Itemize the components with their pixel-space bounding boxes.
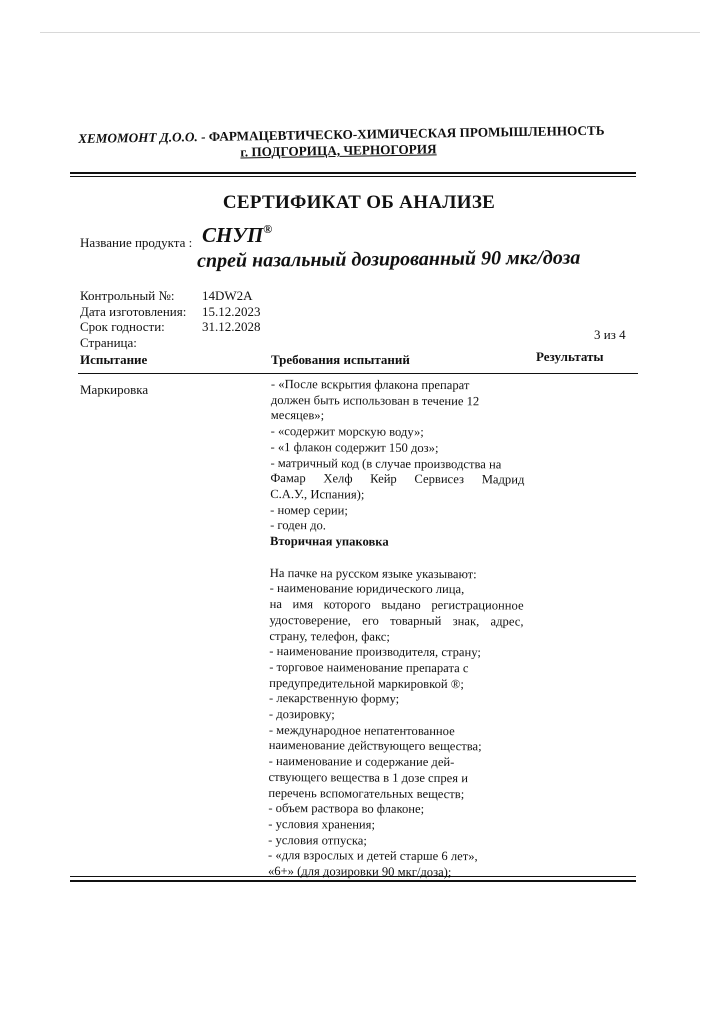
company-name: ХЕМОМОНТ Д.О.О. — [78, 129, 198, 146]
table-header-rule — [78, 373, 638, 374]
requirement-line: - матричный код (в случае производства на — [270, 455, 502, 471]
requirement-line: - торговое наименование препарата с — [269, 659, 469, 676]
requirement-line: - условия отпуска; — [268, 832, 367, 848]
product-description: спрей назальный дозированный 90 мкг/доза — [197, 246, 581, 272]
document-title: СЕРТИФИКАТ ОБ АНАЛИЗЕ — [222, 192, 496, 213]
footer-double-rule — [70, 876, 636, 882]
trademark-symbol: ® — [263, 222, 273, 236]
meta-row-control-number — [80, 288, 261, 304]
meta-label: Контрольный №: — [80, 288, 175, 303]
company-location: г. ПОДГОРИЦА, ЧЕРНОГОРИЯ — [240, 141, 437, 160]
company-separator: - — [197, 128, 209, 145]
requirement-line: месяцев»; — [270, 408, 325, 423]
column-header-requirements: Требования испытаний — [271, 352, 410, 367]
meta-value: 14DW2A — [202, 288, 253, 303]
column-header-test: Испытание — [80, 352, 148, 367]
requirement-line: - дозировку; — [268, 707, 335, 722]
requirement-line: - наименование и содержание дей- — [268, 754, 455, 770]
requirement-line: На пачке на русском языке указывают: — [269, 565, 477, 581]
meta-row-manufacture-date — [80, 304, 261, 320]
page-count: 3 из 4 — [594, 327, 626, 342]
meta-row-expiry-date — [80, 319, 261, 335]
header-double-rule — [70, 172, 636, 177]
requirement-line: - международное непатентованное — [268, 722, 455, 738]
requirement-line: на имя которого выдано регистрационное — [269, 597, 524, 613]
meta-row-page — [80, 335, 261, 351]
requirement-line: удостоверение, его товарный знак, адрес, — [269, 612, 524, 629]
product-name: СНУП® — [202, 222, 273, 247]
requirement-line: предупредительной маркировкой ®; — [269, 675, 464, 691]
company-header — [78, 123, 618, 163]
requirement-line: Вторичная упаковка — [269, 534, 389, 549]
requirement-line: Фамар Хелф Кейр Сервисез Мадрид — [270, 471, 525, 487]
requirement-line: - условия хранения; — [268, 816, 376, 832]
requirement-line: перечень вспомогательных веществ; — [268, 785, 465, 801]
meta-label: Дата изготовления: — [80, 303, 187, 319]
product-label: Название продукта : — [80, 235, 193, 250]
scan-top-edge-line — [40, 32, 700, 33]
meta-value: 31.12.2028 — [202, 319, 261, 334]
requirement-line: - годен до. — [270, 518, 327, 533]
requirement-line: наименование действующего вещества; — [268, 738, 482, 754]
requirement-line: - «1 флакон содержит 150 доз»; — [270, 439, 439, 455]
requirement-line: должен быть использован в течение 12 — [270, 392, 480, 408]
requirement-line: страну, телефон, факс; — [269, 628, 390, 644]
requirement-line: - «После вскрытия флакона препарат — [270, 377, 470, 393]
meta-value: 15.12.2023 — [202, 303, 261, 319]
requirement-line: «6+» (для дозировки 90 мкг/доза); — [267, 864, 452, 880]
requirement-spacer — [270, 550, 524, 568]
requirement-line: - наименование производителя, страну; — [269, 644, 481, 660]
requirement-line: - «для взрослых и детей старше 6 лет», — [268, 848, 478, 864]
meta-label: Срок годности: — [80, 319, 165, 334]
requirement-line: - номер серии; — [270, 502, 348, 518]
requirement-line: ствующего вещества в 1 дозе спрея и — [268, 769, 469, 786]
requirement-line: С.А.У., Испания); — [270, 486, 365, 502]
meta-label: Страница: — [80, 334, 137, 350]
requirement-line: - лекарственную форму; — [268, 691, 400, 707]
requirement-line: - наименование юридического лица, — [269, 581, 465, 597]
requirement-line: - объем раствора во флаконе; — [268, 801, 425, 817]
requirements-cell — [268, 377, 525, 881]
column-header-results: Результаты — [536, 349, 604, 364]
requirement-line: - «содержит морскую воду»; — [270, 424, 424, 440]
company-description: ФАРМАЦЕВТИЧЕСКО-ХИМИЧЕСКАЯ ПРОМЫШЛЕННОСТЬ — [208, 122, 605, 144]
batch-info — [80, 288, 261, 350]
test-name-cell: Маркировка — [80, 382, 149, 397]
